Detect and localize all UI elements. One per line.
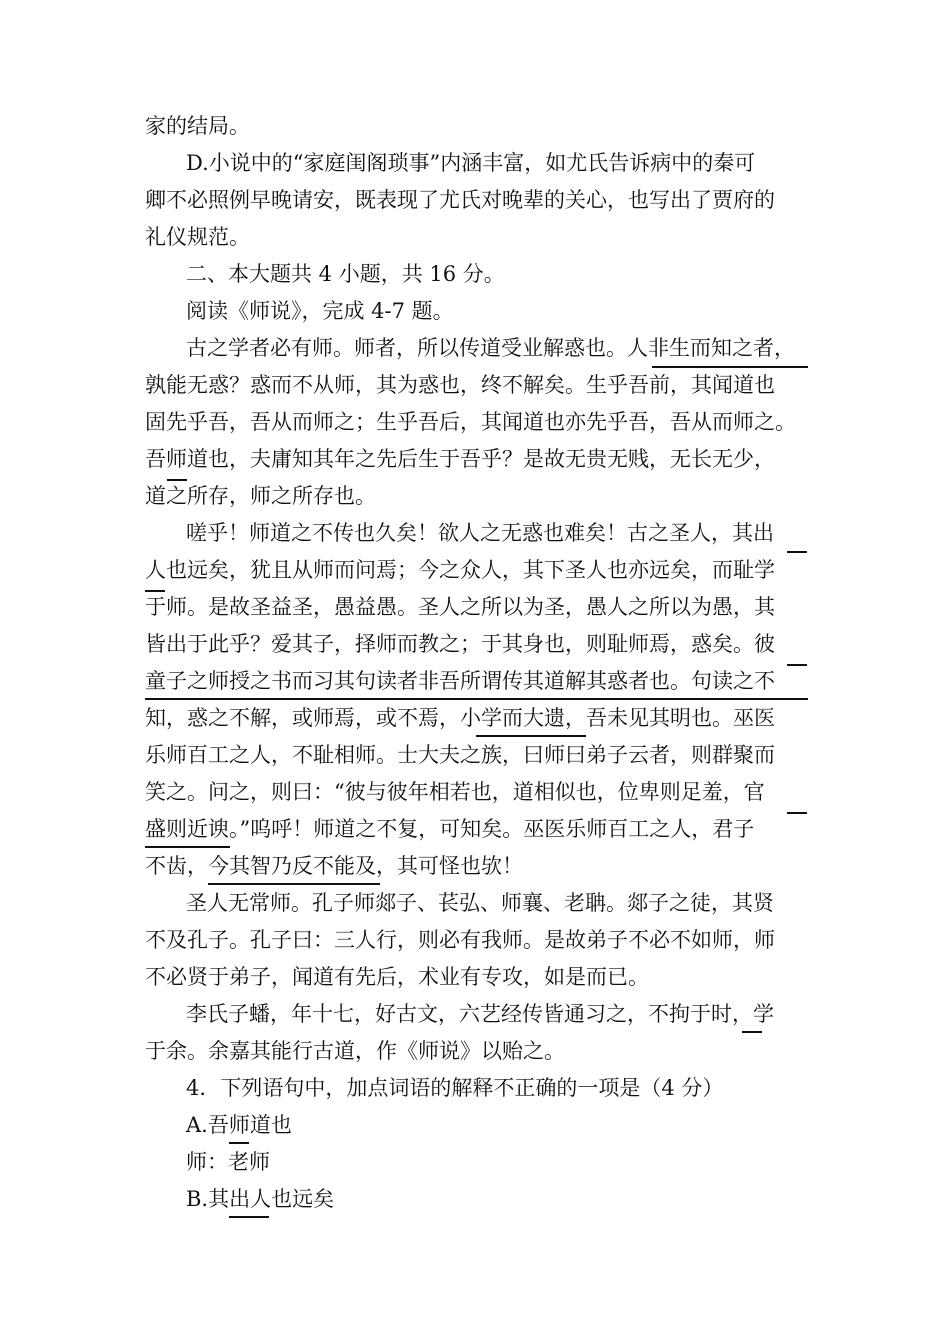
underline-mark <box>145 846 230 848</box>
text-line: 吾师道也，夫庸知其年之先后生于吾乎？是故无贵无贱，无长无少， <box>145 447 775 471</box>
text-line: 于余。余嘉其能行古道，作《师说》以贻之。 <box>145 1039 565 1063</box>
text-line: 皆出于此乎？爱其子，择师而教之；于其身也，则耻师焉，惑矣。彼 <box>145 632 775 656</box>
text-line: 乐师百工之人，不耻相师。士大夫之族，曰师曰弟子云者，则群聚而 <box>145 743 775 767</box>
underline-mark <box>208 883 380 885</box>
text-line: 嗟乎！师道之不传也久矣！欲人之无惑也难矣！古之圣人，其出 <box>186 521 774 545</box>
reading-instruction: 阅读《师说》，完成 4-7 题。 <box>186 299 454 323</box>
dot-mark <box>229 1216 269 1218</box>
underline-mark <box>476 735 586 737</box>
text-line: 人也远矣，犹且从师而问焉；今之众人，其下圣人也亦远矣，而耻学 <box>145 558 775 582</box>
option-a-sentence: A.吾师道也 <box>186 1113 292 1137</box>
overline-mark <box>787 551 807 553</box>
text-line: 卿不必照例早晚请安，既表现了尤氏对晚辈的关心，也写出了贾府的 <box>145 188 775 212</box>
text-line: 于师。是故圣益圣，愚益愚。圣人之所以为圣，愚人之所以为愚，其 <box>145 595 775 619</box>
underline-mark <box>145 698 808 700</box>
text-line: 盛则近谀。”呜呼！师道之不复，可知矣。巫医乐师百工之人，君子 <box>145 817 755 841</box>
overline-mark <box>167 479 187 481</box>
underline-mark <box>652 366 808 368</box>
option-b-sentence: B.其出人也远矣 <box>186 1187 335 1211</box>
text-line: D.小说中的“家庭闺阁琐事”内涵丰富，如尤氏告诉病中的秦可 <box>186 151 756 175</box>
text-line: 不及孔子。孔子曰：三人行，则必有我师。是故弟子不必不如师，师 <box>145 928 775 952</box>
text-line: 李氏子蟠，年十七，好古文，六艺经传皆通习之，不拘于时，学 <box>186 1002 774 1026</box>
text-line: 固先乎吾，吾从而师之；生乎吾后，其闻道也亦先乎吾，吾从而师之。 <box>145 410 796 434</box>
text-line: 礼仪规范。 <box>145 225 250 249</box>
section-heading: 二、本大题共 4 小题，共 16 分。 <box>186 262 505 286</box>
text-line: 古之学者必有师。师者，所以传道受业解惑也。人非生而知之者， <box>186 336 795 360</box>
overline-mark <box>787 664 807 666</box>
question-stem: 4．下列语句中，加点词语的解释不正确的一项是（4 分） <box>186 1076 724 1100</box>
text-line: 孰能无惑？惑而不从师，其为惑也，终不解矣。生乎吾前，其闻道也 <box>145 373 775 397</box>
text-line: 不齿，今其智乃反不能及，其可怪也欤！ <box>145 854 523 878</box>
text-line: 不必贤于弟子，闻道有先后，术业有专攻，如是而已。 <box>145 965 649 989</box>
text-line: 圣人无常师。孔子师郯子、苌弘、师襄、老聃。郯子之徒，其贤 <box>186 891 774 915</box>
overline-mark <box>787 812 807 814</box>
dot-mark <box>742 1031 762 1033</box>
option-a-explanation: 师：老师 <box>186 1150 270 1174</box>
text-line: 知，惑之不解，或师焉，或不焉，小学而大遗，吾未见其明也。巫医 <box>145 706 775 730</box>
dot-mark <box>229 1142 249 1144</box>
text-line: 家的结局。 <box>145 114 250 138</box>
text-line: 笑之。问之，则曰：“彼与彼年相若也，道相似也，位卑则足羞，官 <box>145 780 765 804</box>
overline-mark <box>145 590 165 592</box>
text-line: 道之所存，师之所存也。 <box>145 484 376 508</box>
text-line: 童子之师授之书而习其句读者非吾所谓传其道解其惑者也。句读之不 <box>145 669 775 693</box>
